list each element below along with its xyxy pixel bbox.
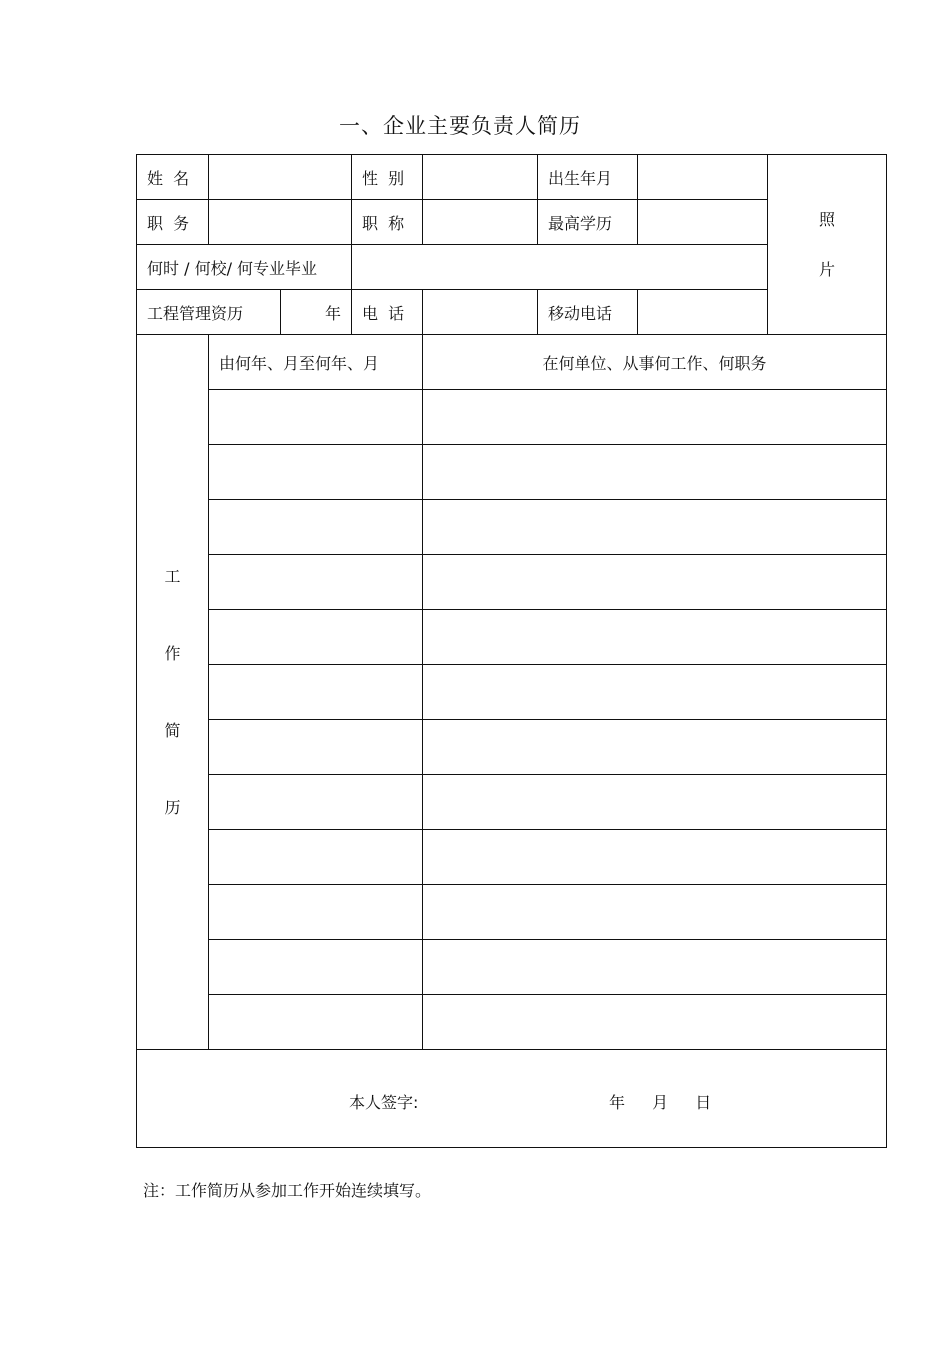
detail-cell[interactable] bbox=[423, 720, 887, 775]
position-field[interactable] bbox=[209, 200, 352, 245]
photo-box[interactable] bbox=[768, 155, 887, 335]
period-cell[interactable] bbox=[209, 885, 423, 940]
detail-cell[interactable] bbox=[423, 390, 887, 445]
education-label: 最高学历 bbox=[538, 200, 638, 245]
detail-cell[interactable] bbox=[423, 830, 887, 885]
table-row bbox=[137, 885, 887, 940]
table-row bbox=[137, 775, 887, 830]
rank-field[interactable] bbox=[423, 200, 538, 245]
period-cell[interactable] bbox=[209, 775, 423, 830]
detail-cell[interactable] bbox=[423, 940, 887, 995]
table-row bbox=[137, 555, 887, 610]
detail-cell[interactable] bbox=[423, 775, 887, 830]
graduation-label: 何时 / 何校/ 何专业毕业 bbox=[137, 245, 352, 290]
position-label: 职 务 bbox=[137, 200, 209, 245]
resume-form bbox=[136, 154, 887, 1148]
signature-date bbox=[609, 1090, 733, 1113]
detail-cell[interactable] bbox=[423, 995, 887, 1050]
period-cell[interactable] bbox=[209, 665, 423, 720]
detail-cell[interactable] bbox=[423, 555, 887, 610]
table-row bbox=[137, 610, 887, 665]
signature-cell[interactable] bbox=[137, 1050, 887, 1148]
years-unit: 年 bbox=[324, 303, 341, 323]
date-day: 日 bbox=[695, 1093, 712, 1112]
signature-label: 本人签字: bbox=[349, 1093, 419, 1112]
gender-field[interactable] bbox=[423, 155, 538, 200]
phone-label: 电 话 bbox=[352, 290, 423, 335]
table-row bbox=[137, 665, 887, 720]
graduation-field[interactable] bbox=[352, 245, 768, 290]
table-row bbox=[137, 720, 887, 775]
period-cell[interactable] bbox=[209, 610, 423, 665]
detail-cell[interactable] bbox=[423, 885, 887, 940]
experience-years-field[interactable] bbox=[281, 290, 352, 335]
period-cell[interactable] bbox=[209, 445, 423, 500]
table-row bbox=[137, 500, 887, 555]
period-cell[interactable] bbox=[209, 555, 423, 610]
gender-label: 性 别 bbox=[352, 155, 423, 200]
row-basic-1 bbox=[137, 155, 887, 200]
name-field[interactable] bbox=[209, 155, 352, 200]
footnote: 注：工作简历从参加工作开始连续填写。 bbox=[143, 1181, 432, 1200]
table-row bbox=[137, 390, 887, 445]
page-title: 一、企业主要负责人简历 bbox=[339, 114, 581, 138]
detail-cell[interactable] bbox=[423, 445, 887, 500]
detail-cell[interactable] bbox=[423, 500, 887, 555]
side-char-2: 作 bbox=[164, 644, 181, 663]
period-cell[interactable] bbox=[209, 390, 423, 445]
mobile-field[interactable] bbox=[638, 290, 768, 335]
photo-label-1: 照 bbox=[818, 209, 835, 229]
table-row bbox=[137, 995, 887, 1050]
period-column-header: 由何年、月至何年、月 bbox=[209, 335, 423, 390]
experience-label: 工程管理资历 bbox=[137, 290, 281, 335]
side-char-4: 历 bbox=[164, 798, 181, 817]
date-year: 年 bbox=[609, 1093, 626, 1112]
detail-cell[interactable] bbox=[423, 665, 887, 720]
period-cell[interactable] bbox=[209, 720, 423, 775]
period-cell[interactable] bbox=[209, 500, 423, 555]
table-row bbox=[137, 830, 887, 885]
period-cell[interactable] bbox=[209, 940, 423, 995]
side-char-3: 简 bbox=[164, 721, 181, 740]
photo-label-2: 片 bbox=[818, 259, 835, 279]
period-cell[interactable] bbox=[209, 995, 423, 1050]
rank-label: 职 称 bbox=[352, 200, 423, 245]
resume-side-label bbox=[137, 335, 209, 1050]
detail-cell[interactable] bbox=[423, 610, 887, 665]
phone-field[interactable] bbox=[423, 290, 538, 335]
mobile-label: 移动电话 bbox=[538, 290, 638, 335]
date-month: 月 bbox=[652, 1093, 669, 1112]
resume-header-row bbox=[137, 335, 887, 390]
table-row bbox=[137, 445, 887, 500]
detail-column-header: 在何单位、从事何工作、何职务 bbox=[423, 335, 887, 390]
birth-label: 出生年月 bbox=[538, 155, 638, 200]
side-char-1: 工 bbox=[164, 567, 181, 586]
period-cell[interactable] bbox=[209, 830, 423, 885]
name-label: 姓 名 bbox=[137, 155, 209, 200]
table-row bbox=[137, 940, 887, 995]
signature-row bbox=[137, 1050, 887, 1148]
birth-field[interactable] bbox=[638, 155, 768, 200]
education-field[interactable] bbox=[638, 200, 768, 245]
